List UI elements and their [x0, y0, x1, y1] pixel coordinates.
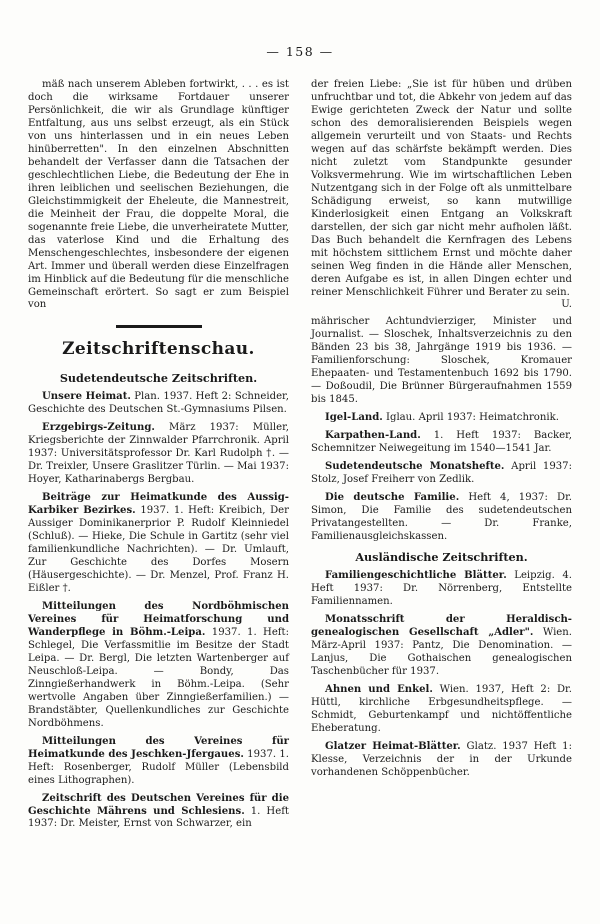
- journal-entry: Zeitschrift des Deutschen Vereines für die Geschichte Mährens und Schlesiens. 1. Heft 1937: Dr. Meister, Ernst von Schwarzer, ein: [28, 792, 289, 830]
- section-divider-rule: [116, 325, 202, 328]
- journal-entry: mährischer Achtundvierziger, Minister und Journalist. — Sloschek, Inhaltsverzeichnis zu den Bänden 23 bis 38, Jahrgänge 1919 bis 1936. — Familienforschung: Sloschek, Kromauer Ehepaaten- und Testamentenbuch 1692 bis 1790. — Doßoudil, Die Brünner Bürgeraufnahmen 1559 bis 1845.: [311, 316, 572, 406]
- journal-entry: Erzgebirgs-Zeitung. März 1937: Müller, Kriegsberichte der Zinnwalder Pfarrchronik. April 1937: Universitätsprofessor Dr. Karl Rudolph †. — Dr. Treixler, Unsere Graslitzer Türlin. — Mai 1937: Hoyer, Katharinabergs Bergbau.: [28, 422, 289, 486]
- journal-entry: Mitteilungen des Nordböhmischen Vereines für Heimatforschung und Wanderpflege in Böhm.-Leipa. 1937. 1. Heft: Schlegel, Die Verfassmitlie im Besitze der Stadt Leipa. — Dr. Bergl, Die letzten Wartenberger auf Neuschloß-Leipa. — Bondy, Das Zinngießerhandwerk in Böhm.-Leipa. (Sehr wertvolle Angaben über Zinngießerfamilien.) — Brandstäbter, Quellenkundliches zur Geschichte Nordböhmens.: [28, 600, 289, 729]
- journal-entry: Unsere Heimat. Plan. 1937. Heft 2: Schneider, Geschichte des Deutschen St.-Gymnasiums Pilsen.: [28, 391, 289, 416]
- journal-entry: Sudetendeutsche Monatshefte. April 1937: Stolz, Josef Freiherr von Zedlik.: [311, 461, 572, 486]
- subsection-heading-sudeten: Sudetendeutsche Zeitschriften.: [59, 371, 258, 386]
- subsection-heading-auslaendisch: Ausländische Zeitschriften.: [355, 549, 528, 564]
- section-heading: Zeitschriftenschau.: [62, 339, 255, 360]
- journal-entry: Igel-Land. Iglau. April 1937: Heimatchronik.: [325, 412, 559, 424]
- right-column: [311, 79, 572, 780]
- journal-entry: Karpathen-Land. 1. Heft 1937: Backer, Schemnitzer Neiwegeitung im 1540—1541 Jar.: [311, 430, 572, 455]
- journal-entry: Glatzer Heimat-Blätter. Glatz. 1937 Heft 1: Klesse, Verzeichnis der in der Urkunde vorhandenen Schöppenbücher.: [311, 740, 572, 778]
- left-continuation-paragraph: mäß nach unserem Ableben fortwirkt, . . . es ist doch die wirksame Fortdauer unserer Persönlichkeit, die wir als Grundlage künftiger Entfaltung, aus uns selbst erzeugt, als ein Stück von uns hinterlassen und in ein neues Leben hinüberretten". In den einzelnen Abschnitten behandelt der Verfasser dann die Tatsachen der geschlechtlichen Liebe, die Bedeutung der Ehe in ihren leiblichen und seelischen Beziehungen, die Gleichstimmigkeit der Ehelеute, die Mannestreit, die Meinheit der Frau, die doppelte Moral, die sogenannte freie Liebe, die unverheiratete Mutter, das vaterlose Kind und die Erhaltung des Menschengeschlechtes, insbesondere der eigenen Art. Immer und überall werden diese Einzelfragen im Hinblick auf die Bedeutung für die menschliche Gemeinschaft erörtert. So sagt er zum Beispiel von: [28, 79, 289, 311]
- two-column-layout: [28, 79, 572, 832]
- journal-entry: Ahnen und Enkel. Wien. 1937, Heft 2: Dr. Hüttl, kirchliche Erbgesundheitspflege. — Schmidt, Geburtenkampf und nichtöffentliche Eheberatung.: [311, 683, 572, 734]
- paragraph-signature: U.: [561, 299, 572, 311]
- page-number: — 158 —: [266, 44, 334, 59]
- journal-entry: Mitteilungen des Vereines für Heimatkunde des Jeschken-Jfergaues. 1937. 1. Heft: Rosenberger, Rudolf Müller (Lebensbild eines Lithographen).: [28, 735, 289, 786]
- right-continuation-paragraph: der freien Liebe: „Sie ist für hüben und drüben unfruchtbar und tot, die Abkehr von jedem auf das Ewige gerichteten Zweck der Natur und sollte schon des demoralisierenden Beispiels wegen allgemein verurteilt und von Staats- und Rechts wegen auf das schärfste bekämpft werden. Dies nicht zuletzt vom Standpunkte gesunder Volksvermehrung. Wie im wirtschaftlichen Leben Nutzentgang sich in der Folge oft als unmittelbare Schädigung erweist, so kann mutwillige Kinderlosigkeit einen Entgang an Volkskraft darstellen, der sich gar nicht mehr aufholen läßt. Das Buch behandelt die Kernfragen des Lebens mit höchstem sittlichem Ernst und möchte daher seinen Weg finden in die Hände aller Menschen, deren Aufgabe es ist, in allen Dingen echter und reiner Menschlichkeit Führer und Berater zu sein.: [311, 79, 572, 298]
- journal-entry: Monatsschrift der Heraldisch-genealogischen Gesellschaft „Adler". Wien. März-April 1937: Pantz, Die Denomination. — Lanjus, Die Gothaischen genealogischen Taschenbücher für 1937.: [311, 613, 572, 677]
- journal-entry: Beiträge zur Heimatkunde des Aussig-Karbiker Bezirkes. 1937. 1. Heft: Kreibich, Der Aussiger Dominikanerprior P. Rudolf Kleinniedel (Schluß). — Hieke, Die Schule in Gartitz (sehr viel familienkundliche Nachrichten). — Dr. Umlauft, Zur Geschichte des Dorfes Mosern (Häusergeschichte). — Dr. Menzel, Prof. Franz H. Eißler †.: [28, 492, 289, 594]
- journal-entry: Die deutsche Familie. Heft 4, 1937: Dr. Simon, Die Familie des sudetendeutschen Privatangestellten. — Dr. Franke, Familienausgleichskassen.: [311, 492, 573, 542]
- journal-entry: Familiengeschichtliche Blätter. Leipzig. 4. Heft 1937: Dr. Nörrenberg, Entstellte Familiennamen.: [311, 569, 572, 607]
- left-column: [28, 79, 289, 832]
